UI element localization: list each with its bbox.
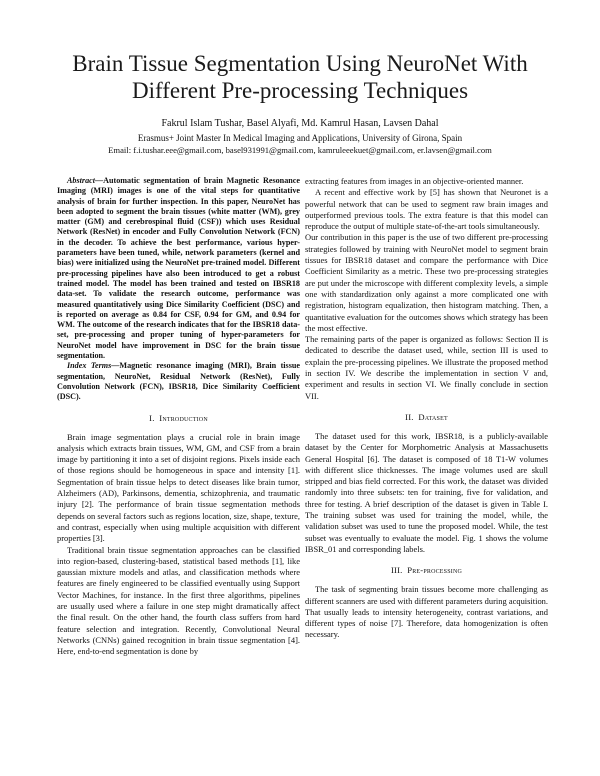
- section-title: Dataset: [418, 411, 448, 422]
- abstract-paragraph: [57, 176, 300, 361]
- section-number: II.: [405, 411, 414, 422]
- intro-paragraph-4: Our contribution in this paper is the use of two different pre-processing strategies followed by training with NeuroNet model to segment brain tissues for IBSR18 dataset and compare the performance with Dice Coefficient Similarity as a metric. These two pre-processing strategies are put under the microscope with different complexity levels, a simple one with standardization only against a more complicated one with registration, histogram equalization, then histogram matching. Then, a quantitative evaluation for the outcomes shows which strategy has been the most effective.: [305, 232, 548, 333]
- affiliation: Erasmus+ Joint Master In Medical Imaging and Applications, University of Girona, Spain: [137, 133, 463, 143]
- dataset-paragraph: The dataset used for this work, IBSR18, is a publicly-available dataset by the Center for Morphometric Analysis at Massachusetts General Hospital [6]. The dataset is composed of 18 T1-W volumes with different slice thicknesses. The image volumes used are skull stripped and bias field corrected. For this work, the dataset was divided randomly into three subsets: ten for training, five for validation, and three for testing. A brief description of the dataset is given in Table I. The training subset was used for training the model, while, the validation subset was used to tune the proposed model. While, the test subset was eventually to evaluate the model. Fig. 1 shows the volume IBSR_01 and corresponding labels.: [305, 430, 548, 554]
- left-column: [57, 176, 300, 657]
- index-terms: [57, 361, 300, 402]
- index-terms-text: —Magnetic resonance imaging (MRI), Brain tissue segmentation, NeuroNet, Residual Network (ResNet), Fully Convolution Network (FCN), IBSR18, Dice Similarity Coefficient (DSC).: [57, 361, 300, 402]
- preprocessing-paragraph: The task of segmenting brain tissues become more challenging as different scanners are used with different parameters during acquisition. That usually leads to intensity heterogeneity, contrast variations, and different types of noise [7]. Therefore, data homogenization is often necessary.: [305, 584, 548, 640]
- email-line: Email: f.i.tushar.eee@gmail.com, basel931991@gmail.com, kamruleeekuet@gmail.com, er.lavsen@gmail.com: [108, 145, 492, 155]
- section-number: III.: [390, 565, 403, 576]
- intro-paragraph-1: Brain image segmentation plays a crucial role in brain image analysis which extracts brain tissues, WM, GM, and CSF from a brain image by partitioning it into a set of disjoint regions. Pixels inside each of those regions should be homogeneous in space and intensity [1]. Segmentation of brain tissue helps to detect diseases like brain tumor, Alzheimers (AD), Parkinsons, dementia, schizophrenia, and traumatic injury [2]. The performance of brain tissue segmentation methods depends on several factors such as regions location, size, shape, texture, and contrast, especially when using multiple acquisition with different properties [3].: [57, 431, 300, 544]
- index-terms-label: Index Terms: [67, 361, 112, 371]
- section-heading-preprocessing: [305, 565, 548, 576]
- intro-paragraph-2: Traditional brain tissue segmentation approaches can be classified into region-based, clustering-based, statistical based methods [1], like gaussian mixture models and atlas, and classification methods where features are finely engineered to be classified eventually using Support Vector Machines, for instance. In the first three algorithms, pipelines are usually used where a failure in one step might dramatically affect the final result. On the other hand, the fourth class suffers from hard feature selection and integration. Recently, Convolutional Neural Networks (CNNs) gained recognition in brain tissue segmentation [4]. Here, end-to-end segmentation is done by: [57, 544, 300, 657]
- author-list: Fakrul Islam Tushar, Basel Alyafi, Md. Kamrul Hasan, Lavsen Dahal: [161, 118, 439, 129]
- abstract-label: Abstract: [67, 176, 95, 185]
- abstract-text: —Automatic segmentation of brain Magnetic Resonance Imaging (MRI) images is one of the vital steps for quantitative analysis of brain for further inspection. In this paper, NeuroNet has been adopted to segment the brain tissues (white matter (WM), grey matter (GM) and cerebrospinal fluid (CSF)) which uses Residual Network (ResNet) in encoder and Fully Convolution Network (FCN) in the decoder. To achieve the best performance, various hyper-parameters have been tuned, while, network parameters (kernel and bias) were initialized using the NeuroNet pre-trained model. Different pre-processing pipelines have also been introduced to get a robust trained model. The model has been trained and tested on IBSR18 data-set. To validate the research outcome, performance was measured quantitatively using Dice Similarity Coefficient (DSC) and is reported on average as 0.84 for CSF, 0.94 for GM, and 0.94 for WM. The outcome of the research indicates that for the IBSR18 data-set, pre-processing and proper tuning of hyper-parameters for NeuroNet model have improvement in DSC for the brain tissue segmentation.: [57, 176, 300, 361]
- section-heading-introduction: [57, 413, 300, 424]
- paper-title: Brain Tissue Segmentation Using NeuroNet With Different Pre-processing Techniques: [72, 51, 528, 103]
- section-heading-dataset: [305, 412, 548, 423]
- section-title: Pre-processing: [407, 565, 463, 576]
- intro-paragraph-5: The remaining parts of the paper is organized as follows: Section II is dedicated to describe the dataset used, while, section III is used to explain the pre-processing pipelines. We illustrate the proposed method in section IV. We describe the implementation in section V and, experiment and results in section VI. We finally conclude in section VII.: [305, 334, 548, 401]
- intro-paragraph-3: A recent and effective work by [5] has shown that Neuronet is a powerful network that can be used to segment raw brain images and outperformed previous tools. The extra feature is that this model can reproduce the output of multiple state-of-the-art tools simultaneously.: [305, 187, 548, 232]
- right-column: [305, 176, 548, 641]
- intro-paragraph-continued: extracting features from images in an objective-oriented manner.: [305, 176, 524, 186]
- section-number: I.: [149, 412, 155, 423]
- section-title: Introduction: [159, 412, 208, 423]
- abstract: [57, 176, 300, 403]
